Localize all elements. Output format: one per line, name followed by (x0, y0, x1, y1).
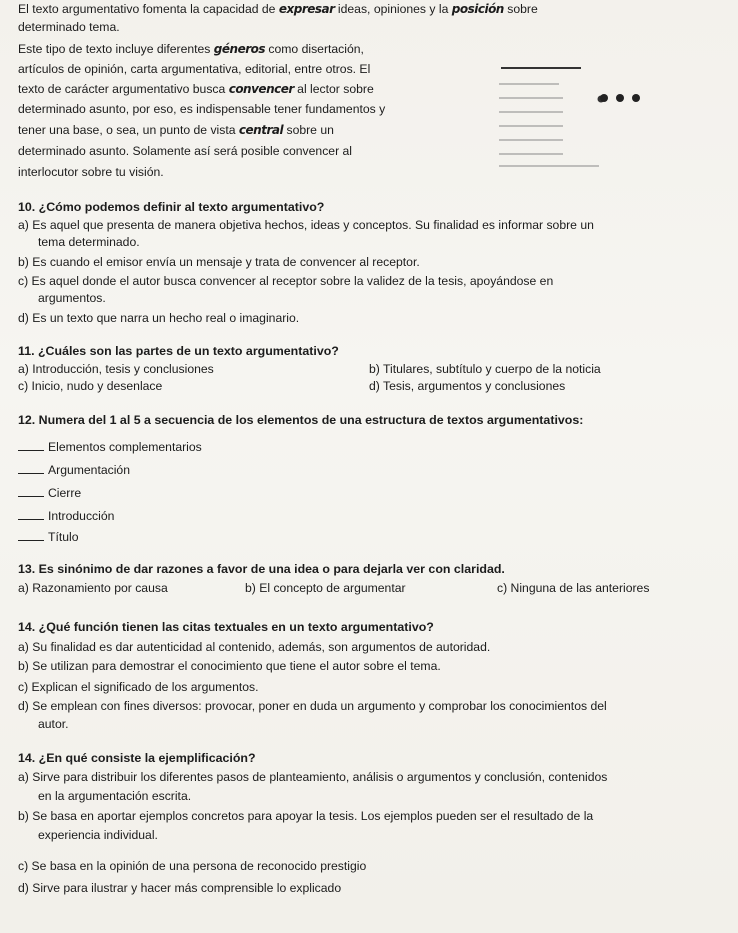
intro-text: ideas, opiniones y la (337, 2, 449, 16)
q12-item-label: Argumentación (48, 463, 130, 477)
ellipsis-icon (590, 88, 660, 108)
intro-line-3 (18, 42, 364, 57)
q12-item (18, 440, 202, 455)
q14b-option-b-cont: experiencia individual. (38, 828, 158, 842)
q14a-option-d-cont: autor. (38, 717, 69, 731)
q12-item-label: Título (48, 530, 79, 544)
q11-option-b: b) Titulares, subtítulo y cuerpo de la noticia (369, 362, 601, 376)
q14b-option-a: a) Sirve para distribuir los diferentes pasos de planteamiento, análisis o argumentos y conclusión, contenidos (18, 770, 608, 784)
q11-option-a: a) Introducción, tesis y conclusiones (18, 362, 214, 376)
answer-blank[interactable] (18, 530, 44, 541)
intro-line-4: artículos de opinión, carta argumentativa, editorial, entre otros. El (18, 62, 371, 76)
intro-line-2: determinado tema. (18, 20, 120, 34)
q12-item-label: Introducción (48, 509, 115, 523)
q13-option-c: c) Ninguna de las anteriores (497, 581, 650, 595)
q11-option-c: c) Inicio, nudo y desenlace (18, 379, 163, 393)
intro-text: tener una base, o sea, un punto de vista (18, 123, 236, 137)
q10-option-c-cont: argumentos. (38, 291, 106, 305)
handwritten-answer: central (238, 123, 284, 137)
question-10: 10. ¿Cómo podemos definir al texto argumentativo? (18, 200, 325, 214)
document-illustration-icon (463, 46, 613, 176)
q13-option-b: b) El concepto de argumentar (245, 581, 406, 595)
handwritten-answer: géneros (213, 42, 266, 56)
q13-option-a: a) Razonamiento por causa (18, 581, 168, 595)
intro-text: al lector sobre (297, 82, 374, 96)
q11-option-d: d) Tesis, argumentos y conclusiones (369, 379, 566, 393)
answer-blank[interactable] (18, 486, 44, 497)
intro-line-7 (18, 123, 334, 138)
q14a-option-c: c) Explican el significado de los argumentos. (18, 680, 259, 694)
q12-item-label: Cierre (48, 486, 82, 500)
handwritten-answer: expresar (278, 2, 335, 16)
answer-blank[interactable] (18, 440, 44, 451)
intro-text: El texto argumentativo fomenta la capacidad de (18, 2, 276, 16)
handwritten-answer: posición (451, 2, 504, 16)
question-14-ejemplificacion: 14. ¿En qué consiste la ejemplificación? (18, 751, 256, 765)
intro-line-9: interlocutor sobre tu visión. (18, 165, 164, 179)
q12-item-label: Elementos complementarios (48, 440, 202, 454)
q14b-option-a-cont: en la argumentación escrita. (38, 789, 192, 803)
intro-text: texto de carácter argumentativo busca (18, 82, 226, 96)
q14b-option-c: c) Se basa en la opinión de una persona de reconocido prestigio (18, 859, 367, 873)
intro-line-1 (18, 2, 538, 17)
question-14-citas: 14. ¿Qué función tienen las citas textuales en un texto argumentativo? (18, 620, 434, 634)
intro-line-8: determinado asunto. Solamente así será posible convencer al (18, 144, 353, 158)
q14a-option-b: b) Se utilizan para demostrar el conocimiento que tiene el autor sobre el tema. (18, 659, 441, 673)
handwritten-answer: convencer (228, 82, 294, 96)
q10-option-a: a) Es aquel que presenta de manera objetiva hechos, ideas y conceptos. Su finalidad es informar sobre un (18, 218, 594, 232)
answer-blank[interactable] (18, 509, 44, 520)
q14b-option-d: d) Sirve para ilustrar y hacer más comprensible lo explicado (18, 881, 342, 895)
intro-line-6: determinado asunto, por eso, es indispensable tener fundamentos y (18, 102, 386, 116)
q12-item (18, 463, 130, 478)
intro-text: Este tipo de texto incluye diferentes (18, 42, 211, 56)
q14a-option-d: d) Se emplean con fines diversos: provocar, poner en duda un argumento y comprobar los conocimientos del (18, 699, 607, 713)
q12-item (18, 486, 81, 501)
q10-option-b: b) Es cuando el emisor envía un mensaje y trata de convencer al receptor. (18, 255, 420, 269)
q10-option-a-cont: tema determinado. (38, 235, 140, 249)
q12-item (18, 509, 114, 524)
q14b-option-b: b) Se basa en aportar ejemplos concretos para apoyar la tesis. Los ejemplos pueden ser el resultado de la (18, 809, 594, 823)
intro-text: como disertación, (268, 42, 364, 56)
answer-blank[interactable] (18, 463, 44, 474)
question-12: 12. Numera del 1 al 5 a secuencia de los elementos de una estructura de textos argumentativos: (18, 413, 584, 427)
question-13: 13. Es sinónimo de dar razones a favor de una idea o para dejarla ver con claridad. (18, 562, 505, 576)
intro-text: sobre un (286, 123, 334, 137)
q10-option-d: d) Es un texto que narra un hecho real o imaginario. (18, 311, 300, 325)
q14a-option-a: a) Su finalidad es dar autenticidad al contenido, además, son argumentos de autoridad. (18, 640, 491, 654)
intro-line-5 (18, 82, 374, 97)
q12-item (18, 530, 78, 545)
question-11: 11. ¿Cuáles son las partes de un texto argumentativo? (18, 344, 339, 358)
q10-option-c: c) Es aquel donde el autor busca convencer al receptor sobre la validez de la tesis, apoyándose en (18, 274, 554, 288)
intro-text: sobre (507, 2, 538, 16)
